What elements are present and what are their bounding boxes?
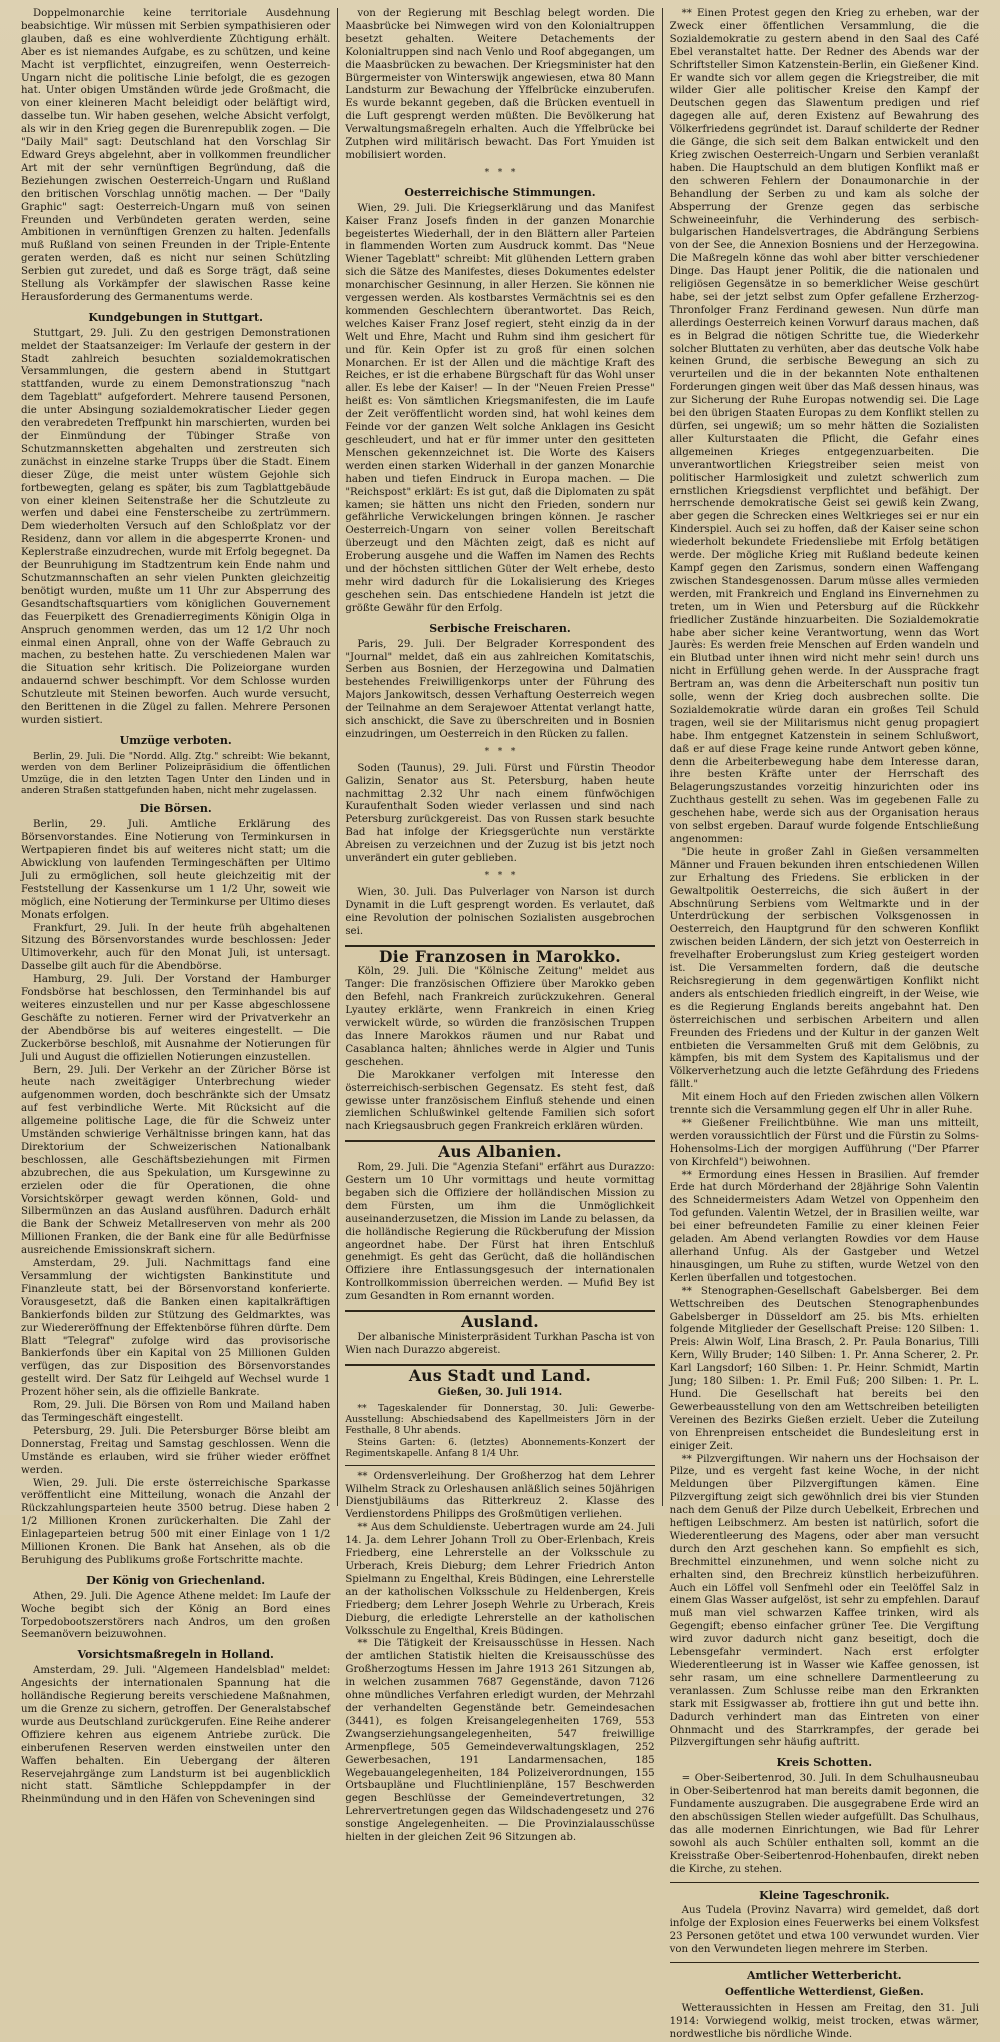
section-heading: Vorsichtsmaßregeln in Holland. [77, 1648, 274, 1662]
article-text: "Die heute in großer Zahl in Gießen versammelten Männer und Frauen bekunden ihren entschiedenen Willen zur Erhaltung des Friedens. Sie erblicken in der Gewaltpolitik Oesterreichs, die sich äußert in der Abschnürung Serbiens vom Weltmarkte und in der Unterdrückung der serbischen Volksgenossen in Oesterreich, den Hauptgrund für den schweren Konflikt zwischen beiden Ländern, der sich jetzt von Oesterreich in frevelhafter Eroberungslust zum Krieg gesteigert worden ist. Die Versammelten fordern, daß die deutsche Reichsregierung in dem gegenwärtigen Konflikt nicht anders als entschieden friedlich eingreift, in der Weise, wie es die Regierung Englands bereits angebahnt hat. Den österreichischen und serbischen Arbeitern und allen Freunden des Friedens und der Kultur in der ganzen Welt entbieten die Versammelten Gruß mit dem Gelöbnis, zu kämpfen, bis mit dem System des Kapitalismus und der Völkerverhetzung auch die letzte Gefährdung des Friedens fällt." [669, 846, 979, 1091]
section-heading: Serbische Freischaren. [429, 621, 571, 635]
article-text: Paris, 29. Juli. Der Belgrader Korrespondent des "Journal" meldet, daß ein aus zahlreichen Komitatschis, Serben aus Bosnien, der Herzegowina und Dalmatien bestehendes Freiwilligenkorps unter der Führung des Majors Jankowitsch, dessen Verhaftung Oesterreich wegen der Teilnahme an dem Serajewoer Attentat verlangt hatte, sich anschickt, die Save zu überschreiten und in Bosnien einzudringen, um Oesterreich in den Rücken zu fallen. [345, 638, 655, 740]
section-heading: Oesterreichische Stimmungen. [404, 185, 596, 199]
article-text: Köln, 29. Juli. Die "Kölnische Zeitung" meldet aus Tanger: Die französischen Offiziere über Marokko geben den Befehl, nach Frankreich zurückzukehren. General Lyautey erklärte, wenn Frankreich in einen Krieg verwickelt würde, so würden die französischen Truppen das Innere Marokkos räumen und nur Rabat und Casablanca halten; ähnliches werde in Algier und Tunis geschehen. [345, 966, 655, 1068]
separator-stars: * * * [484, 871, 516, 881]
article-text: ** Ordensverleihung. Der Großherzog hat dem Lehrer Wilhelm Strack zu Orleshausen anläßlich seines 50jährigen Dienstjubiläums das Ritterkreuz 2. Klasse des Verdienstordens Philipps des Großmütigen verliehen. [345, 1470, 655, 1521]
article-text: ** Gießener Freilichtbühne. Wie man uns mitteilt, werden voraussichtlich der Fürst und die Fürstin zu Solms-Hohensolms-Lich der morgigen Aufführung ("Der Pfarrer von Kirchfeld") beiwohnen. [669, 1117, 979, 1168]
section-heading: Kundgebungen in Stuttgart. [88, 310, 263, 324]
article-text: Wien, 29. Juli. Die Kriegserklärung und das Manifest Kaiser Franz Josefs finden in der ganzen Monarchie begeistertes Wiederhall, der in den Blättern aller Parteien in flammenden Worten zum Ausdruck kommt. Das "Neue Wiener Tageblatt" schreibt: Mit glühenden Lettern graben sich die Sätze des Manifestes, dieses Dokumentes edelster monarchischer Gesinnung, in aller Herzen. Sie können nie vergessen werden. Als kostbarstes Vermächtnis sei es den kommenden Geschlechtern überantwortet. Das Reich, welches Kaiser Franz Josef regiert, steht einzig da in der Welt und Ehre, Macht und Ruhm sind ihm gesichert für und für. Kein Opfer ist zu groß für einen solchen Monarchen. Er ist der Allen und die mächtige Kraft des Reiches, er ist die erhabene Bürgschaft für das Wohl unser aller. Es lebe der Kaiser! — In der "Neuen Freien Presse" heißt es: Von sämtlichen Kriegsmanifesten, die im Laufe der Zeit veröffentlicht worden sind, hat wohl keines dem Feinde vor der ganzen Welt solche Anklagen ins Gesicht geschleudert, und hat er für immer unter den gesitteten Menschen gekennzeichnet ist. Die Worte des Kaisers werden einen starken Widerhall in der ganzen Monarchie haben und tiefen Eindruck in Europa machen. — Die "Reichspost" erklärt: Es ist gut, daß die Diplomaten zu spät kamen; sie hätten uns nicht den Frieden, sondern nur gefährliche Verwickelungen bringen können. Je rascher Oesterreich-Ungarn von seiner vollen Bereitschaft überzeugt und den Mächten zeigt, daß es nicht auf Eroberung ausgehe und die Waffen im Namen des Rechts und der höchsten sittlichen Güter der Welt erhebe, desto mehr wird dadurch für die Lokalisierung des Krieges geschehen sein. Das entschiedene Handeln ist jetzt die größte Gewähr für den Erfolg. [345, 202, 655, 614]
article-text: Aus Tudela (Provinz Navarra) wird gemeldet, daß dort infolge der Explosion eines Feuerwerks bei einem Volksfest 23 Personen getötet und etwa 100 verwundet wurden. Vier von den Verwundeten liegen mehrere im Sterben. [669, 1905, 979, 1956]
article-text: Der albanische Ministerpräsident Turkhan Pascha ist von Wien nach Durazzo abgereist. [345, 1332, 655, 1356]
article-text: Amsterdam, 29. Juli. "Algemeen Handelsblad" meldet: Angesichts der internationalen Spannung hat die holländische Regierung bereits verschiedene Maßnahmen, um die Grenze zu sichern, getroffen. Der Generalstabschef wurde aus Deutschland zurückgerufen. Eine Reihe anderer Offiziere kehren aus eigenem Antriebe zurück. Die einberufenen Reserven werden einstweilen unter den Waffen behalten. Ein Uebergang der älteren Reservejahrgänge zum Landsturm ist bei augenblicklich nicht statt. Sämtliche Schleppdampfer in der Rheinmündung und in den Häfen von Scheveningen sind [21, 1665, 331, 1806]
article-text: Doppelmonarchie keine territoriale Ausdehnung beabsichtige. Wir müssen mit Serbien sympathisieren oder glauben, daß es eine wohlverdiente Züchtigung erhält. Aber es ist niemandes Aufgabe, es zu schützen, und keine Macht ist verpflichtet, einzugreifen, wenn Oesterreich-Ungarn nicht die politische Linie befolgt, die es gezogen hat. Unter obigen Umständen würde jede Großmacht, die von einer kleineren Macht beleidigt oder beläftigt wird, dasselbe tun. Wir haben gesehen, welche Absicht verfolgt, als wir in den Krieg gegen die Burenrepublik zogen. — Die "Daily Mail" sagt: Deutschland hat den Vorschlag Sir Edward Greys abgelehnt, aber in vollkommen freundlicher Art mit der sehr vernünftigen Begründung, daß die Beziehungen zwischen Oesterreich-Ungarn und Rußland den britischen Vorschlag unnötig machen. — Der "Daily Graphic" sagt: Oesterreich-Ungarn muß von seinen Freunden und Verbündeten geraten werden, seine Ambitionen in vernünftigen Grenzen zu halten. Jedenfalls muß Rußland von seinen Freunden in der Triple-Entente geraten werden, daß es nicht nur seinen Schützling Serbien gut zuredet, und daß es Sorge trägt, daß seine Stellung als Vorkämpfer der slawischen Rasse keine Herausforderung des Germanentums werde. [21, 8, 331, 303]
article-text: ** Die Tätigkeit der Kreisausschüsse in Hessen. Nach der amtlichen Statistik hielten die Kreisausschüsse des Großherzogtums Hessen im Jahre 1913 261 Sitzungen ab, in welchen zusammen 7687 Gegenstände, davon 7126 ohne mündliches Verfahren erledigt wurden, der Mehrzahl der verhandelten Gegenstände betr. Gemeindesachen (3441), es folgen Kreisangelegenheiten 1769, 553 Zwangserziehungsangelegenheiten, 547 freiwillige Armenpflege, 505 Gemeindeverwaltungsklagen, 252 Gewerbesachen, 191 Landarmensachen, 185 Wegebauangelegenheiten, 184 Polizeiverordnungen, 155 Ortsbaupläne und Fluchtlinienpläne, 157 Beschwerden gegen Beschlüsse der Gemeindevertretungen, 32 Lehrervertretungen gegen das Wildschadengesetz und 276 sonstige Angelegenheiten. — Die Provinzialausschüsse hielten in der gleichen Zeit 96 Sitzungen ab. [345, 1638, 655, 1844]
subheading: Oeffentliche Wetterdienst, Gießen. [724, 1985, 924, 1998]
article-text: Soden (Taunus), 29. Juli. Fürst und Fürstin Theodor Galizin, Senator aus St. Petersburg, haben heute nachmittag 2.32 Uhr nach einem fünfwöchigen Kuraufenthalt Soden wieder verlassen und sind nach Petersburg zurückgereist. Das von Russen stark besuchte Bad hat infolge der Kriegsgerüchte nun verstärkte Abreisen zu verzeichnen und der Zuzug ist bis jetzt noch unverändert ein guter geblieben. [345, 762, 655, 865]
article-text: Petersburg, 29. Juli. Die Petersburger Börse bleibt am Donnerstag, Freitag und Samstag geschlossen. Wenn die Umstände es erlauben, wird sie früher wieder eröffnet werden. [21, 1425, 331, 1476]
article-text: ** Stenographen-Gesellschaft Gabelsberger. Bei dem Wettschreiben des Deutschen Stenographenbundes Gabelsberger in Düsseldorf am 25. bis Mts. erhielten folgende Mitglieder der Gesellschaft Preise: 120 Silben: 1. Preis: Alwin Wolf, Lina Brasch, 2. Pr. Paula Bonarius, Tilli Kern, Willy Bruder; 140 Silben: 1. Pr. Anna Scherer, 2. Pr. Karl Langsdorf; 160 Silben: 1. Pr. Heinr. Schmidt, Martin Jung; 180 Silben: 1. Pr. Emil Fuß; 200 Silben: 1. Pr. L. Hund. Die Gesellschaft hat bereits bei den Gewerbeausstellung von den am Wettschreiben beteiligten Vereinen des Bezirks Gießen erzielt. Ueber die Zuteilung von Ehrenpreisen entscheidet die Bundesleitung erst in einiger Zeit. [669, 1285, 979, 1452]
rule [670, 1962, 979, 1963]
article-text: Wetteraussichten in Hessen am Freitag, den 31. Juli 1914: Vorwiegend wolkig, meist trocken, etwas wärmer, nordwestliche bis nördliche Winde. [669, 2002, 979, 2040]
article-text: Berlin, 29. Juli. Die "Nordd. Allg. Ztg." schreibt: Wie bekannt, werden von dem Berliner Polizeipräsidium die öffentlichen Umzüge, die in den letzten Tagen Unter den Linden und in anderen Straßen stattgefunden haben, nicht mehr zugelassen. [21, 750, 331, 796]
article-text: ** Tageskalender für Donnerstag, 30. Juli: Gewerbe-Ausstellung: Abschiedsabend des Kapellmeisters Jörn in der Festhalle, 8 Uhr abends. [345, 1402, 655, 1437]
article-text: Mit einem Hoch auf den Frieden zwischen allen Völkern trennte sich die Versammlung gegen elf Uhr in aller Ruhe. [669, 1092, 979, 1117]
article-text: Rom, 29. Juli. Die "Agenzia Stefani" erfährt aus Durazzo: Gestern um 10 Uhr vormittags und heute vormittag begaben sich die Offiziere der holländischen Mission zu dem Fürsten, um ihm die Unmöglichkeit auseinanderzusetzen, die Mission im Lande zu belassen, da die holländische Regierung die Rückberufung der Mission angeordnet habe. Der Fürst hat ihren Entschluß genehmigt. Es geht das Gerücht, daß die holländischen Offiziere ihre Entlassungsgesuch der internationalen Kontrollkommission überreichen werden. — Mufid Bey ist zum Gesandten in Rom ernannt worden. [345, 1162, 655, 1303]
article-text: ** Pilzvergiftungen. Wir nahern uns der Hochsaison der Pilze, und es vergeht fast keine Woche, in der nicht Meldungen über Pilzvergiftungen kämen. Eine Pilzvergiftung zeigt sich gewöhnlich drei bis vier Stunden nach dem Genuß der Pilze durch Uebelkeit, Erbrechen und heftigen Leibschmerz. Am besten ist natürlich, sofort die Wiederentleerung des Magens, oder aber man versucht durch den Arzt geschehen kann. So empfiehlt es sich, Brechmittel einzunehmen, und wenn solche nicht zu erhalten sind, den Brechreiz künstlich herbeizuführen. Auch ein Löffel voll Senfmehl oder ein Teelöffel Salz in einem Glas Wasser aufgelöst, ist sehr zu empfehlen. Darauf muß man viel schwarzen Kaffee trinken, wird als Gegengift; ebenso einfacher grüner Tee. Die Vergiftung wird zuvor dadurch nicht ganz beseitigt, doch die Lebensgefahr vermindert. Nach erst erfolgter Wiederentleerung ist in Wasser wie Kaffee genossen, ist sehr rasam, um eine schnellere Darmentleerung zu veranlassen. Zum Schlusse reibe man den Erkrankten stark mit Essigwasser ab, frottiere ihn gut und bette ihn. Dadurch verhindert man das Eintreten von einer Ohnmacht und des Starrkrampfes, der gerade bei Pilzvergiftungen sehr häufig auftritt. [669, 1453, 979, 1749]
article-text: Berlin, 29. Juli. Amtliche Erklärung des Börsenvorstandes. Eine Notierung von Terminkursen in Wertpapieren findet bis auf weiteres nicht statt; um die Abwicklung von laufenden Termingeschäften per Ultimo Juli zu ermöglichen, soll heute gleichzeitig mit der Feststellung der Kassenkurse um 1 1/2 Uhr, soweit wie möglich, eine Notierung der Terminkurse per Ultimo dieses Monats erfolgen. [21, 819, 331, 921]
article-text: ** Einen Protest gegen den Krieg zu erheben, war der Zweck einer öffentlichen Versammlung, die die Sozialdemokratie zu gestern abend in den Saal des Café Ebel veranstaltet hatte. Der Redner des Abends war der Schriftsteller Simon Katzenstein-Berlin, ein Gießener Kind. Er wandte sich vor allem gegen die Kriegstreiber, die mit wilder Gier alle politischer Kreise den Kampf der Deutschen gegen das Slawentum predigen und rief dagegen alle auf, deren Existenz auf Bewahrung des Völkerfriedens gegründet ist. Darauf schilderte der Redner die Gänge, die sich seit dem Balkan entwickelt und den Krieg zwischen Oesterreich-Ungarn und Serbien veranlaßt haben. Die Hauptschuld an dem blutigen Konflikt maß er den schweren Fehlern der Donaumonarchie in der Behandlung der Serben zu und kam als solche der Absperrung der Grenze gegen das serbische Schweineeinfuhr, die Verhinderung des serbisch-bulgarischen Handelsvertrages, die Abdrängung Serbiens von der See, die Annexion Bosniens und der Herzegowina. Die Maßregeln könne das wohl aber bitter verschiedener Dinge. Das Haupt jener Politik, die die nationalen und religiösen Gegensätze in so bemerklicher Weise geschürt habe, sei der jetzt selbst zum Opfer gefallene Erzherzog-Thronfolger Franz Ferdinand gewesen. Nun dürfe man allerdings Oesterreich keinen Vorwurf daraus machen, daß es in Belgrad die nötigen Schritte tue, die Wiederkehr solcher Bluttaten zu verhüten, aber das deutsche Volk habe keinen Grund, die serbische Bewegung an sich zu verurteilen und die in der bekannten Note enthaltenen Forderungen gingen weit über das Maß dessen hinaus, was zur Sicherung der Ruhe Europas notwendig sei. Die Lage bei den übrigen Staaten Europas zu dem Konflikt stellen zu dürfen, sei ungewiß; um so mehr hätten die Sozialisten aller Kulturstaaten die Pflicht, die Gefahr eines allgemeinen Krieges entgegenzuarbeiten. Die unverantwortlichen Kriegstreiber seien meist von politischer Harmlosigkeit und zuletzt schwerlich zum ernstlichen Kriegsdienst verpflichtet und befähigt. Der herrschende demokratische Geist sei gewiß kein Zwang, aber gegen die Schrecken eines Weltkrieges sei er nur ein Kinderspiel. Auch sei zu hoffen, daß der Kaiser seine schon wiederholt bekundete Friedensliebe mit Erfolg betätigen werde. Der mögliche Krieg mit Rußland bedeute keinen Kampf gegen den Zarismus, sondern einen Waffengang zwischen Standesgenossen. Darum müsse alles vermieden werden, mit Frankreich und England ins Einvernehmen zu treten, um in Wien und Petersburg auf die Rückkehr friedlicher Zustände hinzuarbeiten. Die Sozialdemokratie habe aber sicher keine Verantwortung, wenn das Wort Jaurès: Es werden freie Menschen auf Erden wandeln und ein Blutbad unter ihnen wird nicht mehr sein! durch uns nicht in Erfüllung gehen werde. In der Aussprache fragt Bertram an, was denn die Arbeiterschaft nun positiv tun solle, wenn der Krieg doch ausbrechen sollte. Die Sozialdemokratie würde daran ein großes Teil Schuld tragen, weil sie der Militarismus nicht genug propagiert habe. Ihm entgegnet Katzenstein in seinem Schlußwort, daß er auf diese Frage keine runde Antwort geben könne, denn die Arbeiterbewegung habe dem Interesse daran, ihre besten Kräfte unter der Herrschaft des Belagerungszustandes vorzeitig hinzurichten oder ins Zuchthaus gestellt zu sehen. Was im gegebenen Falle zu geschehen habe, werde sich aus der Organisation heraus von selbst ergeben. Darauf wurde folgende Entschließung angenommen: [669, 8, 979, 845]
section-heading-large: Die Franzosen in Marokko. [379, 946, 621, 966]
dateline: Gießen, 30. Juli 1914. [437, 1385, 563, 1398]
article-text: Frankfurt, 29. Juli. In der heute früh abgehaltenen Sitzung des Börsenvorstandes wurde beschlossen: Jeder Ultimoverkehr, auch für den Monat Juli, ist untersagt. Dasselbe gilt auch für die Abendbörse. [21, 922, 331, 973]
section-heading: Umzüge verboten. [119, 733, 232, 747]
section-heading-large: Ausland. [461, 1312, 539, 1332]
article-text: Stuttgart, 29. Juli. Zu den gestrigen Demonstrationen meldet der Staatsanzeiger: Im Verlaufe der gestern in der Stadt zahlreich besuchten sozialdemokratischen Versammlungen, die gestern abend in Stuttgart stattfanden, wurde zu einem Demonstrationszug "nach dem Tageblatt" aufgefordert. Mehrere tausend Personen, die unter Absingung sozialdemokratischer Lieder gegen den verabredeten Treffpunkt hin marschierten, wurden bei der Einmündung der Tübinger Straße von Schutzmannsketten abgehalten und zerstreuten sich zunächst in einzelne starke Trupps über die Stadt. Einem dieser Züge, die meist unter wüstem Gejohle sich fortbewegten, gelang es später, bis zum Tagblattgebäude von einer kleinen Seitenstraße her die Schutzleute zu werfen und dabei eine Fensterscheibe zu zertrümmern. Dem wiederholten Versuch auf den Schloßplatz vor der Residenz, dann vor allem in die abgesperrte Kronen- und Keplerstraße einzudrechen, wurde mit Erfolg begegnet. Da der Beunruhigung im Stadtzentrum kein Ende nahm und Schutzmannschaften an sehr vielen Punkten gleichzeitig benötigt wurden, mußte um 11 Uhr zur Absperrung des Gesandtschaftsquartiers vom königlichen Gouvernement das Feuerpikett des Grenadierregiments Königin Olga in Anspruch genommen werden, das um 12 1/2 Uhr noch einmal einen Anprall, ohne von der Waffe Gebrauch zu machen, zu bestehen hatte. Zu verschiedenen Malen war die Situation sehr kritisch. Die Polizeiorgane wurden andauernd schwer beschimpft. Vor dem Schlosse wurden Schutzleute mit Steinen beworfen. Auch wurde versucht, den Berittenen in die Zügel zu fallen. Mehrere Personen wurden sistiert. [21, 327, 331, 726]
article-text: Rom, 29. Juli. Die Börsen von Rom und Mailand haben das Termingeschäft eingestellt. [21, 1400, 331, 1424]
column-3 [663, 8, 986, 2040]
article-text: Hamburg, 29. Juli. Der Vorstand der Hamburger Fondsbörse hat beschlossen, den Terminhandel bis auf weiteres einzustellen und nur per Kasse abgeschlossene Geschäfte zu notieren. Ferner wird der Privatverkehr an der Abendbörse bis auf weiteres eingestellt. — Die Zuckerbörse beschloß, mit Ausnahme der Notierungen für Juli und August die offiziellen Notierungen einzustellen. [21, 974, 331, 1063]
article-text: von der Regierung mit Beschlag belegt worden. Die Maasbrücke bei Nimwegen wird von den Kolonialtruppen besetzt gehalten. Weitere Detachements der Kolonialtruppen sind nach Venlo und Roof abgegangen, um die Maasbrücken zu bewachen. Der Kriegsminister hat den Bürgermeister von Winterswijk angewiesen, etwa 80 Mann Landsturm zur Bewachung der Yffelbrücke einzuberufen. Es wurde bekannt gegeben, daß die Brücken eventuell in die Luft gesprengt werden müßten. Die Bevölkerung hat Verwaltungsmaßregeln erhalten. Auch die Yffelbrücke bei Zutphen wird militärisch bewacht. Das Fort Ymuiden ist mobilisiert worden. [345, 8, 655, 161]
section-heading: Die Börsen. [139, 802, 212, 816]
section-heading-large: Aus Albanien. [438, 1142, 562, 1162]
separator-stars: * * * [484, 746, 516, 757]
article-text: Athen, 29. Juli. Die Agence Athene meldet: Im Laufe der Woche begibt sich der König an Bord eines Torpedobootszerstörers nach Andros, um den großen Seemanövern beizuwohnen. [21, 1590, 331, 1641]
separator-stars: * * * [484, 167, 516, 178]
article-text: Wien, 29. Juli. Die erste österreichische Sparkasse veröffentlicht eine Mitteilung, wonach die Anzahl der Rückzahlungsparteien heute 3500 betrug. Diese haben 2 1/2 Millionen Kronen zurückerhalten. Die Zahl der Einlageparteien betrug 500 mit einer Einlage von 1 1/2 Millionen Kronen. Die Bank hat Ansehen, als ob die Beruhigung des Publikums große Fortschritte machte. [21, 1477, 331, 1566]
section-heading: Der König von Griechenland. [86, 1573, 266, 1587]
section-heading: Amtlicher Wetterbericht. [747, 1969, 902, 1983]
section-heading-large: Aus Stadt und Land. [408, 1365, 592, 1385]
rule [670, 1882, 979, 1883]
article-text: Bern, 29. Juli. Der Verkehr an der Züricher Börse ist heute nach zweitägiger Unterbrechung wieder aufgenommen worden, doch beschränkte sich der Umsatz auf fest verbindliche Werte. Mit Rücksicht auf die allgemeine politische Lage, die für die Schweiz unter Umständen schwierige Verhältnisse bringen kann, hat das Direktorium der Schweizerischen Nationalbank beschlossen, alle Geschäftsbeziehungen mit Firmen abzubrechen, die aus Spekulation, um Kursgewinne zu erzielen oder die für Operationen, die ohne Vorsichtskörper gewagt werden können, Gold- und Silbermünzen an das Ausland ausführen. Dadurch erhält die Bank der Schweiz Metallreserven von mehr als 200 Millionen Franken, die der Bank eine für alle Bedürfnisse ausreichende Emissionskraft sichern. [21, 1064, 331, 1257]
article-text: ** Ermordung eines Hessen in Brasilien. Auf fremder Erde hat durch Mörderhand der 28jährige Sohn Valentin des Schneidermeisters Adam Wetzel von Oppenheim den Tod gefunden. Valentin Wetzel, der in Brasilien weilte, war bei einer befreundeten Familie zu einer kleinen Feier geladen. Am Abend verlangten Rowdies vor dem Hause allerhand Unfug. Als der Gastgeber und Wetzel hinausgingen, um Ruhe zu stiften, wurde Wetzel von den Kerlen überfallen und totgestochen. [669, 1169, 979, 1284]
section-heading: Kreis Schotten. [776, 1756, 873, 1770]
column-1 [14, 8, 337, 1806]
article-text: ** Aus dem Schuldienste. Uebertragen wurde am 24. Juli 14. Ja. dem Lehrer Johann Troll zu Ober-Erlenbach, Kreis Friedberg, eine Lehrerstelle an der Volksschule zu Urberach, Kreis Dieburg; dem Lehrer Friedrich Anton Spielmann zu Engelthal, Kreis Büdingen, eine Lehrerstelle an der katholischen Volksschule zu Heldenbergen, Kreis Friedberg; dem Lehrer Joseph Wehrle zu Urberach, Kreis Dieburg, die erledigte Lehrerstelle an der katholischen Volksschule zu Engelthal, Kreis Büdingen. [345, 1522, 655, 1637]
article-text: Wien, 30. Juli. Das Pulverlager von Narson ist durch Dynamit in die Luft gesprengt worden. Es verlautet, daß eine Revolution der polnischen Sozialisten ausgebrochen sei. [345, 886, 655, 937]
article-text: Steins Garten: 6. (letztes) Abonnements-Konzert der Regimentskapelle. Anfang 8 1/4 Uhr. [345, 1436, 655, 1460]
article-text: = Ober-Seibertenrod, 30. Juli. In dem Schulhausneubau in Ober-Seibertenrod hat man bereits damit begonnen, die Fundamente auszugraben. Die ausgegrabene Erde wird an den abschüssigen Stellen wieder aufgefüllt. Das Schulhaus, das alle modernen Einrichtungen, wie Bad für Lehrer sowohl als auch Schüler enthalten soll, kommt an die Kreisstraße Ober-Seibertenrod-Hohenbaufen, direkt neben die Kirche, zu stehen. [669, 1773, 979, 1875]
rule [345, 1465, 654, 1466]
article-text: Die Marokkaner verfolgen mit Interesse den österreichisch-serbischen Gegensatz. Es steht fest, daß gewisse unter französischem Einfluß stehende und einen ziemlichen Schlußwinkel geltende Familien sich sofort nach Kriegsausbruch gegen Frankreich erklären würden. [345, 1069, 655, 1133]
section-heading: Kleine Tageschronik. [759, 1888, 890, 1902]
article-text: Amsterdam, 29. Juli. Nachmittags fand eine Versammlung der wichtigsten Bankinstitute und Finanzleute statt, bei der Börsenvorstand konferierte. Vorausgesetzt, daß die Banken einen kapitalkräftigen Bankierfonds bilden zur Stützung des Geldmarktes, was zur Wiedereröffnung der Effektenbörse führen dürfte. Dem Blatt "Telegraf" zufolge wird das provisorische Bankierfonds über ein Kapital von 25 Millionen Gulden verfügen, das zur Disposition des Börsenvorstandes gestellt wird. Der Satz für Leihgeld auf Wechsel wurde 1 Prozent höher sein, als die offizielle Bankrate. [21, 1258, 331, 1399]
column-2 [338, 8, 661, 1844]
